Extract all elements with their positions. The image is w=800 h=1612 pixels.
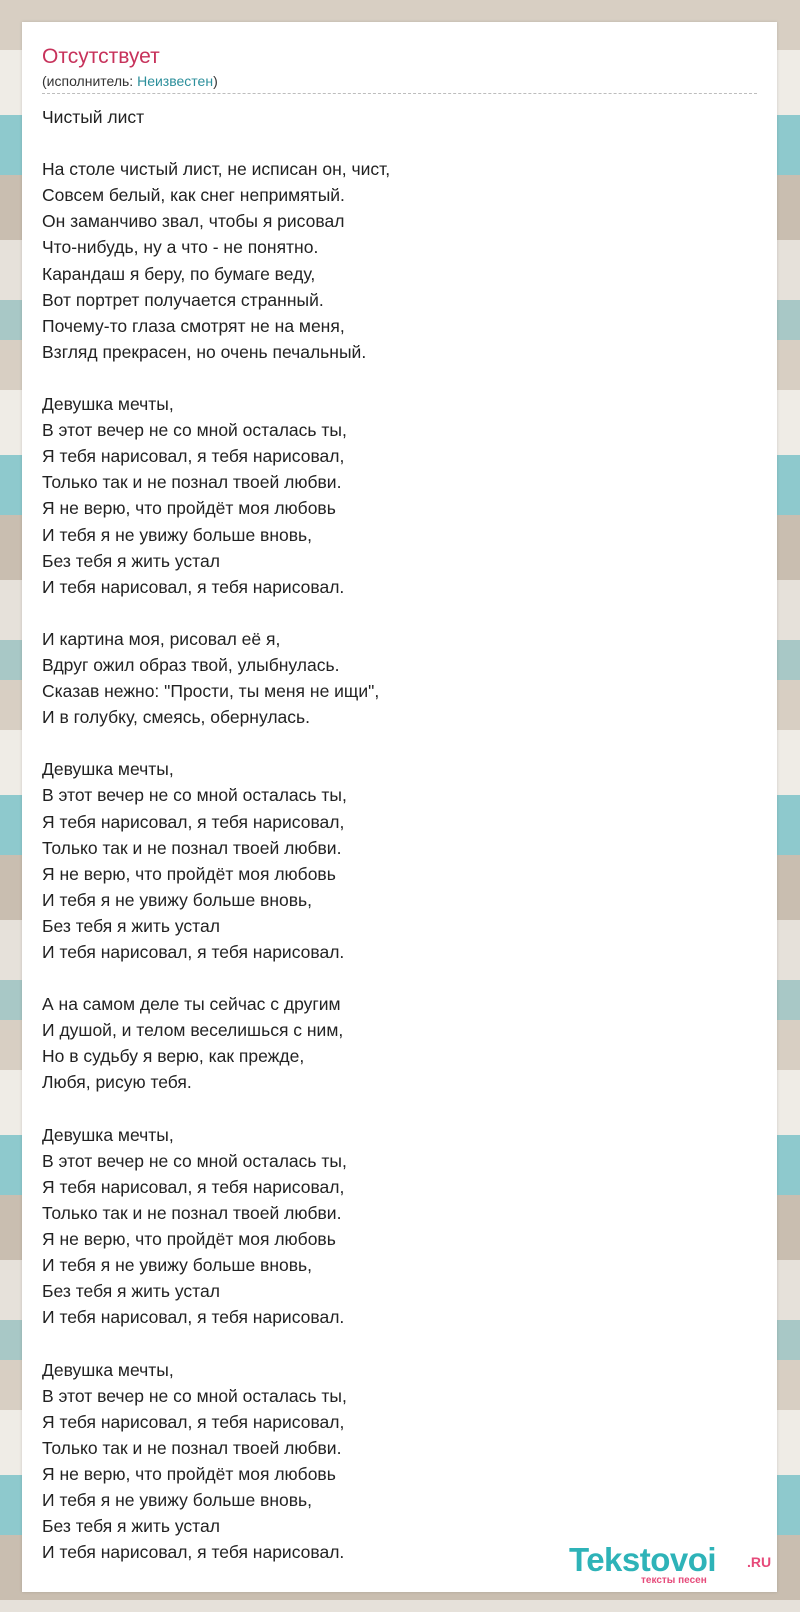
performer-link[interactable]: Неизвестен xyxy=(137,73,214,89)
lyric-line: И картина моя, рисовал её я, xyxy=(42,628,281,649)
lyric-line: И тебя нарисовал, я тебя нарисовал. xyxy=(42,1307,345,1328)
lyric-line: Я не верю, что пройдёт моя любовь xyxy=(42,498,336,519)
performer-line xyxy=(42,72,218,90)
lyric-line: А на самом деле ты сейчас с другим xyxy=(42,994,341,1015)
lyric-line: Только так и не познал твоей любви. xyxy=(42,1202,342,1223)
lyric-line: И душой, и телом веселишься с ним, xyxy=(42,1020,344,1041)
lyric-line: Сказав нежно: "Прости, ты меня не ищи", xyxy=(42,681,380,702)
stanza-break xyxy=(42,965,742,991)
lyric-line: Что-нибудь, ну а что - не понятно. xyxy=(42,237,319,258)
lyric-line: Девушка мечты, xyxy=(42,1359,174,1380)
lyric-line: Почему-то глаза смотрят не на меня, xyxy=(42,315,345,336)
site-logo[interactable] xyxy=(569,1541,779,1589)
lyric-line: Только так и не познал твоей любви. xyxy=(42,1437,342,1458)
logo-tld: .RU xyxy=(747,1554,772,1570)
stanza-break xyxy=(42,1096,742,1122)
lyric-line: Карандаш я беру, по бумаге веду, xyxy=(42,263,316,284)
title-divider xyxy=(42,93,757,94)
lyric-line: И тебя я не увижу больше вновь, xyxy=(42,524,313,545)
performer-prefix: (исполнитель: xyxy=(42,73,138,89)
lyric-line: В этот вечер не со мной осталась ты, xyxy=(42,420,347,441)
logo-tagline: тексты песен xyxy=(641,1575,707,1586)
lyric-line: Я не верю, что пройдёт моя любовь xyxy=(42,863,336,884)
lyric-line: И в голубку, смеясь, обернулась. xyxy=(42,707,311,728)
lyric-line: И тебя я не увижу больше вновь, xyxy=(42,889,313,910)
lyric-line: Совсем белый, как снег непримятый. xyxy=(42,185,345,206)
lyric-line: Я не верю, что пройдёт моя любовь xyxy=(42,1463,336,1484)
lyric-line: И тебя нарисовал, я тебя нарисовал. xyxy=(42,942,345,962)
lyric-line: И тебя нарисовал, я тебя нарисовал. xyxy=(42,576,345,597)
lyric-line: И тебя я не увижу больше вновь, xyxy=(42,1255,313,1276)
lyric-line: В этот вечер не со мной осталась ты, xyxy=(42,785,347,806)
lyrics-text xyxy=(42,104,742,1565)
lyric-line: Только так и не познал твоей любви. xyxy=(42,837,342,858)
lyric-line: Без тебя я жить устал xyxy=(42,1281,220,1302)
lyric-line: Но в судьбу я верю, как прежде, xyxy=(42,1046,305,1067)
lyric-line: На столе чистый лист, не исписан он, чист, xyxy=(42,159,391,180)
stanza-break xyxy=(42,730,742,756)
lyric-line: Девушка мечты, xyxy=(42,759,174,780)
lyric-line: Я не верю, что пройдёт моя любовь xyxy=(42,1229,336,1250)
stanza-break xyxy=(42,130,742,156)
lyric-line: И тебя я не увижу больше вновь, xyxy=(42,1489,313,1510)
lyric-line: В этот вечер не со мной осталась ты, xyxy=(42,1385,347,1406)
lyrics-card xyxy=(22,22,777,1592)
logo-wordmark: Tekstovoi xyxy=(569,1541,717,1578)
lyric-line: Без тебя я жить устал xyxy=(42,550,220,571)
lyric-line: Вдруг ожил образ твой, улыбнулась. xyxy=(42,654,340,675)
stanza-break xyxy=(42,1330,742,1356)
lyric-line: Чистый лист xyxy=(42,107,145,127)
lyric-line: Только так и не познал твоей любви. xyxy=(42,472,342,493)
lyric-line: Я тебя нарисовал, я тебя нарисовал, xyxy=(42,446,345,467)
lyric-line: Любя, рисую тебя. xyxy=(42,1072,192,1093)
lyric-line: Я тебя нарисовал, я тебя нарисовал, xyxy=(42,811,345,832)
stanza-break xyxy=(42,365,742,391)
lyric-line: Он заманчиво звал, чтобы я рисовал xyxy=(42,211,345,232)
lyric-line: Взгляд прекрасен, но очень печальный. xyxy=(42,341,367,362)
performer-suffix: ) xyxy=(213,73,218,89)
lyric-line: Без тебя я жить устал xyxy=(42,1516,220,1537)
lyric-line: В этот вечер не со мной осталась ты, xyxy=(42,1150,347,1171)
lyric-line: И тебя нарисовал, я тебя нарисовал. xyxy=(42,1542,345,1563)
lyric-line: Девушка мечты, xyxy=(42,394,174,415)
lyric-line: Я тебя нарисовал, я тебя нарисовал, xyxy=(42,1176,345,1197)
lyric-line: Девушка мечты, xyxy=(42,1124,174,1145)
lyric-line: Я тебя нарисовал, я тебя нарисовал, xyxy=(42,1411,345,1432)
lyric-line: Без тебя я жить устал xyxy=(42,915,220,936)
song-title: Отсутствует xyxy=(42,45,160,68)
stanza-break xyxy=(42,600,742,626)
lyric-line: Вот портрет получается странный. xyxy=(42,289,324,310)
